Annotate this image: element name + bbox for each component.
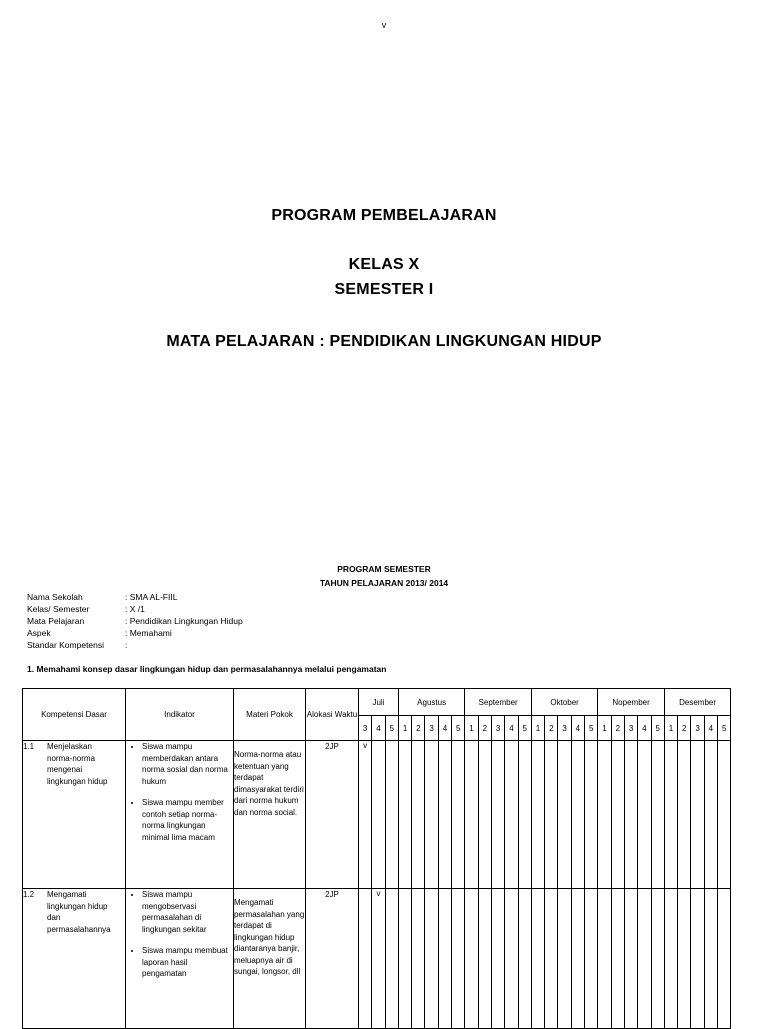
semester-table: [22, 688, 731, 1029]
meta-row: [27, 603, 243, 615]
week-number: 1: [598, 716, 611, 741]
cover-semester: SEMESTER I: [334, 281, 434, 298]
meta-value: : Pendidikan Lingkungan Hidup: [125, 616, 243, 626]
week-number: 5: [651, 716, 664, 741]
week-number: 1: [664, 716, 677, 741]
table-row: [23, 889, 731, 1029]
week-cell: [385, 741, 398, 889]
alokasi-cell: 2JP: [306, 889, 359, 1029]
week-cell: [691, 741, 704, 889]
indikator-item: • Siswa mampu memberdakan antara norma sosial dan norma hukum: [142, 741, 233, 787]
month-header: Nopember: [598, 689, 664, 716]
week-cell: [452, 741, 465, 889]
week-cell: [678, 889, 691, 1029]
schedule-mark: v: [359, 741, 372, 889]
week-cell: [678, 741, 691, 889]
week-cell: [664, 741, 677, 889]
month-header: Juli: [359, 689, 399, 716]
week-cell: [478, 889, 491, 1029]
week-cell: [425, 741, 438, 889]
indikator-item: • Siswa mampu member contoh setiap norma-norma lingkungan minimal lima macam: [142, 797, 233, 843]
week-cell: [624, 889, 637, 1029]
header-kd: Kompetensi Dasar: [23, 689, 126, 741]
cover-mapel: MATA PELAJARAN : PENDIDIKAN LINGKUNGAN HIDUP: [166, 333, 602, 350]
meta-label: Nama Sekolah: [27, 592, 83, 602]
week-cell: [598, 889, 611, 1029]
week-number: 3: [624, 716, 637, 741]
top-mark: v: [381, 20, 387, 30]
week-cell: [412, 741, 425, 889]
program-year: TAHUN PELAJARAN 2013/ 2014: [319, 578, 449, 588]
week-cell: [704, 889, 717, 1029]
week-cell: [651, 741, 664, 889]
week-number: 2: [611, 716, 624, 741]
week-cell: [478, 741, 491, 889]
week-cell: [571, 889, 584, 1029]
cover-title: PROGRAM PEMBELAJARAN: [271, 207, 497, 224]
header-indikator: Indikator: [126, 689, 234, 741]
week-cell: [398, 889, 411, 1029]
week-number: 5: [385, 716, 398, 741]
alokasi-cell: 2JP: [306, 741, 359, 889]
materi-cell: Norma-norma atau ketentuan yang terdapat dimasyarakat terdiri dari norma hukum dan norma social.: [234, 741, 306, 889]
week-cell: [385, 889, 398, 1029]
week-cell: [704, 741, 717, 889]
week-cell: [425, 889, 438, 1029]
week-cell: [438, 889, 451, 1029]
week-cell: [398, 741, 411, 889]
week-number: 2: [412, 716, 425, 741]
meta-row: [27, 627, 243, 639]
meta-value: : SMA AL-FIIL: [125, 592, 178, 602]
week-number: 1: [398, 716, 411, 741]
week-cell: [531, 741, 544, 889]
month-header: Agustus: [398, 689, 464, 716]
week-cell: [531, 889, 544, 1029]
week-cell: [465, 741, 478, 889]
week-cell: [598, 741, 611, 889]
week-number: 2: [545, 716, 558, 741]
week-number: 5: [585, 716, 598, 741]
indikator-item: • Siswa mampu membuat laporan hasil pengamatan: [142, 945, 233, 980]
week-number: 5: [518, 716, 531, 741]
kd-text: Menjelaskan norma-norma mengenai lingkungan hidup: [47, 742, 108, 786]
week-number: 1: [465, 716, 478, 741]
week-number: 3: [359, 716, 372, 741]
week-cell: [651, 889, 664, 1029]
meta-row: [27, 639, 243, 651]
week-cell: [571, 741, 584, 889]
week-cell: [558, 741, 571, 889]
week-number: 4: [505, 716, 518, 741]
program-title: PROGRAM SEMESTER: [337, 564, 431, 574]
materi-cell: Mengamati permasalahan yang terdapat di lingkungan hidup diantaranya banjir, meluapnya air di sungai, longsor, dll: [234, 889, 306, 1029]
week-number: 3: [558, 716, 571, 741]
week-cell: [505, 741, 518, 889]
meta-value: : X /1: [125, 604, 145, 614]
week-cell: [518, 889, 531, 1029]
cover-kelas: KELAS X: [348, 256, 420, 273]
meta-value: : Memahami: [125, 628, 172, 638]
month-header: Oktober: [531, 689, 597, 716]
meta-row: [27, 615, 243, 627]
week-cell: [718, 741, 731, 889]
week-cell: [624, 741, 637, 889]
header-alokasi: Alokasi Waktu: [306, 689, 359, 741]
week-cell: [611, 889, 624, 1029]
week-cell: [518, 741, 531, 889]
week-number: 5: [452, 716, 465, 741]
week-cell: [359, 889, 372, 1029]
meta-value: :: [125, 640, 128, 650]
schedule-mark: v: [372, 889, 385, 1029]
week-cell: [664, 889, 677, 1029]
standard-competency: 1. Memahami konsep dasar lingkungan hidup dan permasalahannya melalui pengamatan: [27, 664, 387, 674]
table-row: [23, 741, 731, 889]
meta-row: [27, 591, 243, 603]
indikator-cell: [126, 889, 234, 1029]
kd-cell: [23, 889, 126, 1029]
week-cell: [465, 889, 478, 1029]
week-cell: [638, 889, 651, 1029]
week-cell: [545, 889, 558, 1029]
kd-number: 1.1: [23, 742, 35, 751]
week-number: 5: [718, 716, 731, 741]
week-cell: [638, 741, 651, 889]
meta-label: Kelas/ Semester: [27, 604, 90, 614]
week-cell: [491, 889, 504, 1029]
meta-label: Mata Pelajaran: [27, 616, 85, 626]
week-cell: [491, 741, 504, 889]
week-number: 2: [678, 716, 691, 741]
kd-cell: [23, 741, 126, 889]
week-cell: [611, 741, 624, 889]
week-cell: [372, 741, 385, 889]
meta-label: Standar Kompetensi: [27, 640, 105, 650]
week-number: 2: [478, 716, 491, 741]
week-cell: [438, 741, 451, 889]
week-number: 4: [638, 716, 651, 741]
week-number: 4: [704, 716, 717, 741]
indikator-cell: [126, 741, 234, 889]
week-cell: [585, 889, 598, 1029]
week-cell: [412, 889, 425, 1029]
month-header: September: [465, 689, 531, 716]
week-number: 3: [425, 716, 438, 741]
week-cell: [691, 889, 704, 1029]
header-materi: Materi Pokok: [234, 689, 306, 741]
week-cell: [585, 741, 598, 889]
week-number: 4: [372, 716, 385, 741]
kd-text: Mengamati lingkungan hidup dan permasalahannya: [47, 890, 111, 934]
week-cell: [505, 889, 518, 1029]
kd-number: 1.2: [23, 890, 35, 899]
meta-label: Aspek: [27, 628, 51, 638]
indikator-item: • Siswa mampu mengobservasi permasalahan di lingkungan sekitar: [142, 889, 233, 935]
meta-block: [27, 591, 243, 651]
week-cell: [452, 889, 465, 1029]
week-cell: [545, 741, 558, 889]
week-number: 1: [531, 716, 544, 741]
week-number: 3: [491, 716, 504, 741]
week-number: 4: [438, 716, 451, 741]
week-cell: [558, 889, 571, 1029]
week-number: 3: [691, 716, 704, 741]
month-header: Desember: [664, 689, 730, 716]
week-cell: [718, 889, 731, 1029]
week-number: 4: [571, 716, 584, 741]
